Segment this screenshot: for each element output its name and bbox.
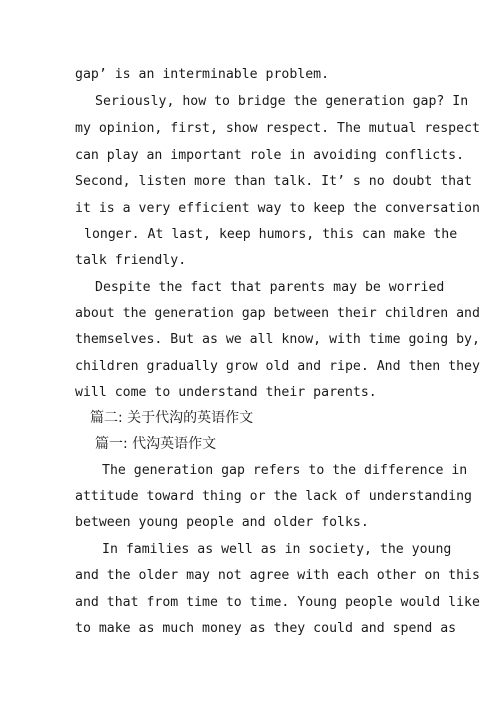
paragraph-first-line: In families as well as in society, the young (102, 542, 452, 557)
text-line: children gradually grow old and ripe. And then they (75, 359, 480, 374)
text-line: Second, listen more than talk. It’ s no doubt that (75, 174, 472, 189)
text-line: themselves. But as we all know, with time going by, (75, 332, 480, 347)
text-line: about the generation gap between their children and (75, 306, 480, 321)
text-line: it is a very efficient way to keep the conversation (75, 201, 480, 216)
paragraph-first-line: Despite the fact that parents may be worried (95, 280, 445, 295)
text-line: attitude toward thing or the lack of understanding (75, 489, 472, 504)
text-line: gap’ is an interminable problem. (75, 67, 330, 82)
section-heading: 篇一: 代沟英语作文 (95, 436, 217, 452)
text-line: and that from time to time. Young people would like (75, 595, 480, 610)
text-line: between young people and older folks. (75, 515, 369, 530)
text-line: talk friendly. (75, 253, 187, 268)
text-line: to make as much money as they could and spend as (75, 621, 457, 636)
text-line: can play an important role in avoiding conflicts. (75, 148, 465, 163)
text-line: and the older may not agree with each other on this (75, 568, 480, 583)
text-line: will come to understand their parents. (75, 385, 377, 400)
paragraph-first-line: The generation gap refers to the difference in (102, 463, 468, 478)
text-line: longer. At last, keep humors, this can make the (84, 227, 458, 242)
text-line: my opinion, first, show respect. The mutual respect (75, 121, 480, 136)
paragraph-first-line: Seriously, how to bridge the generation gap? In (95, 94, 469, 109)
section-heading: 篇二: 关于代沟的英语作文 (90, 410, 254, 426)
